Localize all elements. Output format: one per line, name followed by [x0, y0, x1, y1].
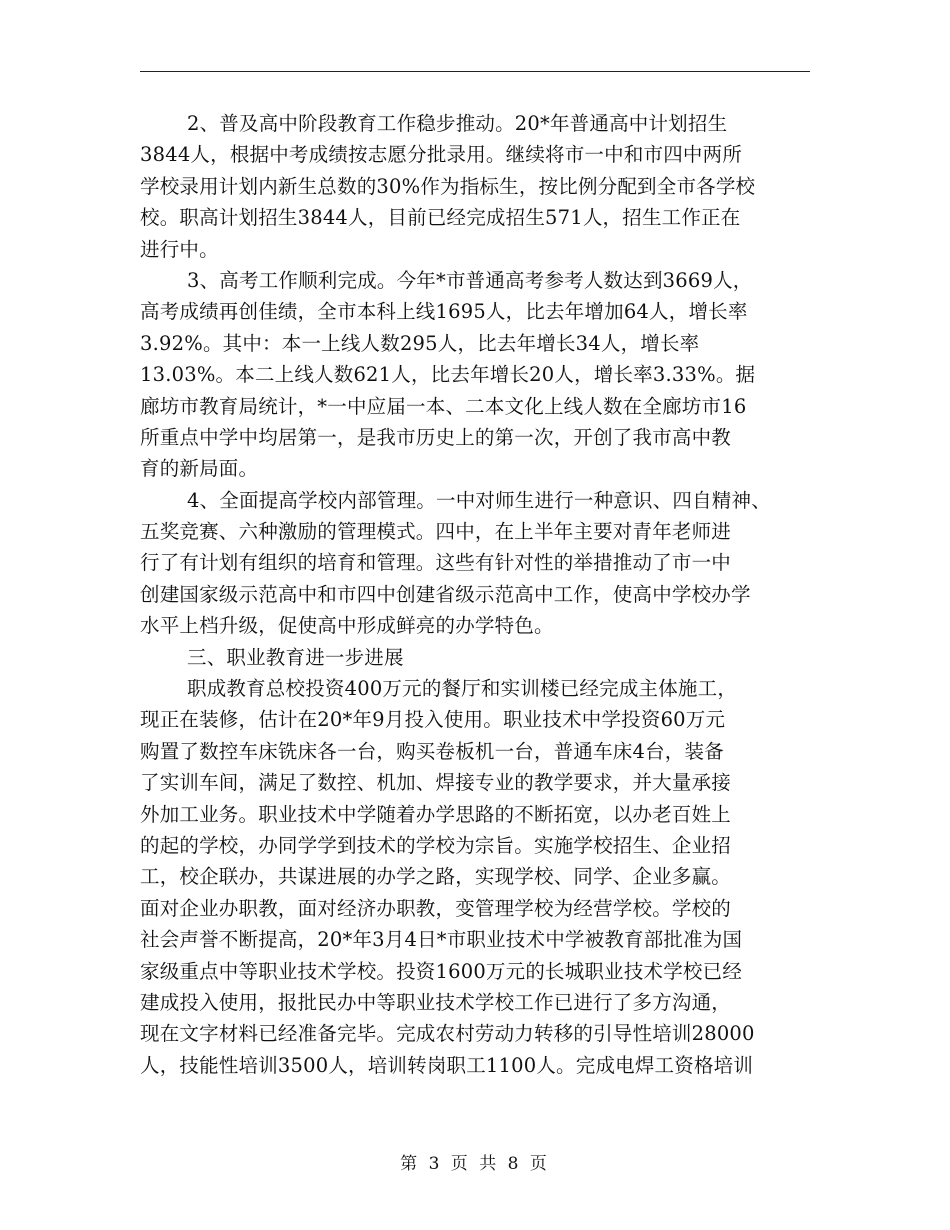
text-line: 外加工业务。职业技术中学随着办学思路的不断拓宽，以办老百姓上	[140, 802, 732, 826]
text-line: 五奖竞赛、六种激励的管理模式。四中，在上半年主要对青年老师进	[140, 520, 732, 544]
text-line: 家级重点中等职业技术学校。投资1600万元的长城职业技术学校已经	[140, 959, 743, 983]
text-line: 高考成绩再创佳绩，全市本科上线1695人，比去年增加64人，增长率	[140, 300, 748, 324]
text-line: 学校录用计划内新生总数的30%作为指标生，按比例分配到全市各学校	[140, 174, 756, 198]
text-line: 购置了数控车床铣床各一台，购买卷板机一台，普通车床4台，装备	[140, 739, 724, 763]
text-line: 现在文字材料已经准备完毕。完成农村劳动力转移的引导性培训28000	[140, 1022, 755, 1046]
text-line: 育的新局面。	[140, 457, 259, 481]
text-line: 创建国家级示范高中和市四中创建省级示范高中工作，使高中学校办学	[140, 582, 751, 606]
text-line: 水平上档升级，促使高中形成鲜亮的办学特色。	[140, 614, 554, 638]
text-line: 3.92%。其中：本一上线人数295人，比去年增长34人，增长率	[140, 331, 700, 355]
text-line: 进行中。	[140, 237, 219, 261]
text-line: 三、职业教育进一步进展	[187, 645, 404, 669]
text-line: 3、高考工作顺利完成。今年*市普通高考参考人数达到3669人，	[187, 268, 753, 292]
text-line: 社会声誉不断提高，20*年3月4日*市职业技术中学被教育部批准为国	[140, 928, 743, 952]
page-footer: 第 3 页 共 8 页	[400, 1154, 550, 1174]
text-line: 廊坊市教育局统计，*一中应届一本、二本文化上线人数在全廊坊市16	[140, 394, 747, 418]
text-line: 现正在装修，估计在20*年9月投入使用。职业技术中学投资60万元	[140, 708, 726, 732]
text-line: 行了有计划有组织的培育和管理。这些有针对性的举措推动了市一中	[140, 551, 732, 575]
text-line: 13.03%。本二上线人数621人，比去年增长20人，增长率3.33%。据	[140, 363, 756, 387]
text-line: 3844人，根据中考成绩按志愿分批录用。继续将市一中和市四中两所	[140, 143, 743, 167]
header-rule	[140, 71, 810, 72]
text-line: 所重点中学中均居第一，是我市历史上的第一次，开创了我市高中教	[140, 425, 732, 449]
text-line: 校。职高计划招生3844人，目前已经完成招生571人，招生工作正在	[140, 206, 741, 230]
text-line: 工，校企联办，共谋进展的办学之路，实现学校、同学、企业多赢。	[140, 865, 732, 889]
text-line: 建成投入使用，报批民办中等职业技术学校工作已进行了多方沟通，	[140, 990, 732, 1014]
document-body	[140, 108, 830, 1081]
text-line: 的起的学校，办同学学到技术的学校为宗旨。实施学校招生、企业招	[140, 833, 732, 857]
text-line: 2、普及高中阶段教育工作稳步推动。20*年普通高中计划招生	[187, 112, 728, 135]
text-line: 面对企业办职教，面对经济办职教，变管理学校为经营学校。学校的	[140, 896, 732, 920]
text-line: 了实训车间，满足了数控、机加、焊接专业的教学要求，并大量承接	[140, 771, 732, 795]
text-line: 人，技能性培训3500人，培训转岗职工1100人。完成电焊工资格培训	[140, 1053, 754, 1077]
text-line: 职成教育总校投资400万元的餐厅和实训楼已经完成主体施工，	[187, 677, 738, 701]
text-line: 4、全面提高学校内部管理。一中对师生进行一种意识、四自精神、	[187, 488, 771, 512]
